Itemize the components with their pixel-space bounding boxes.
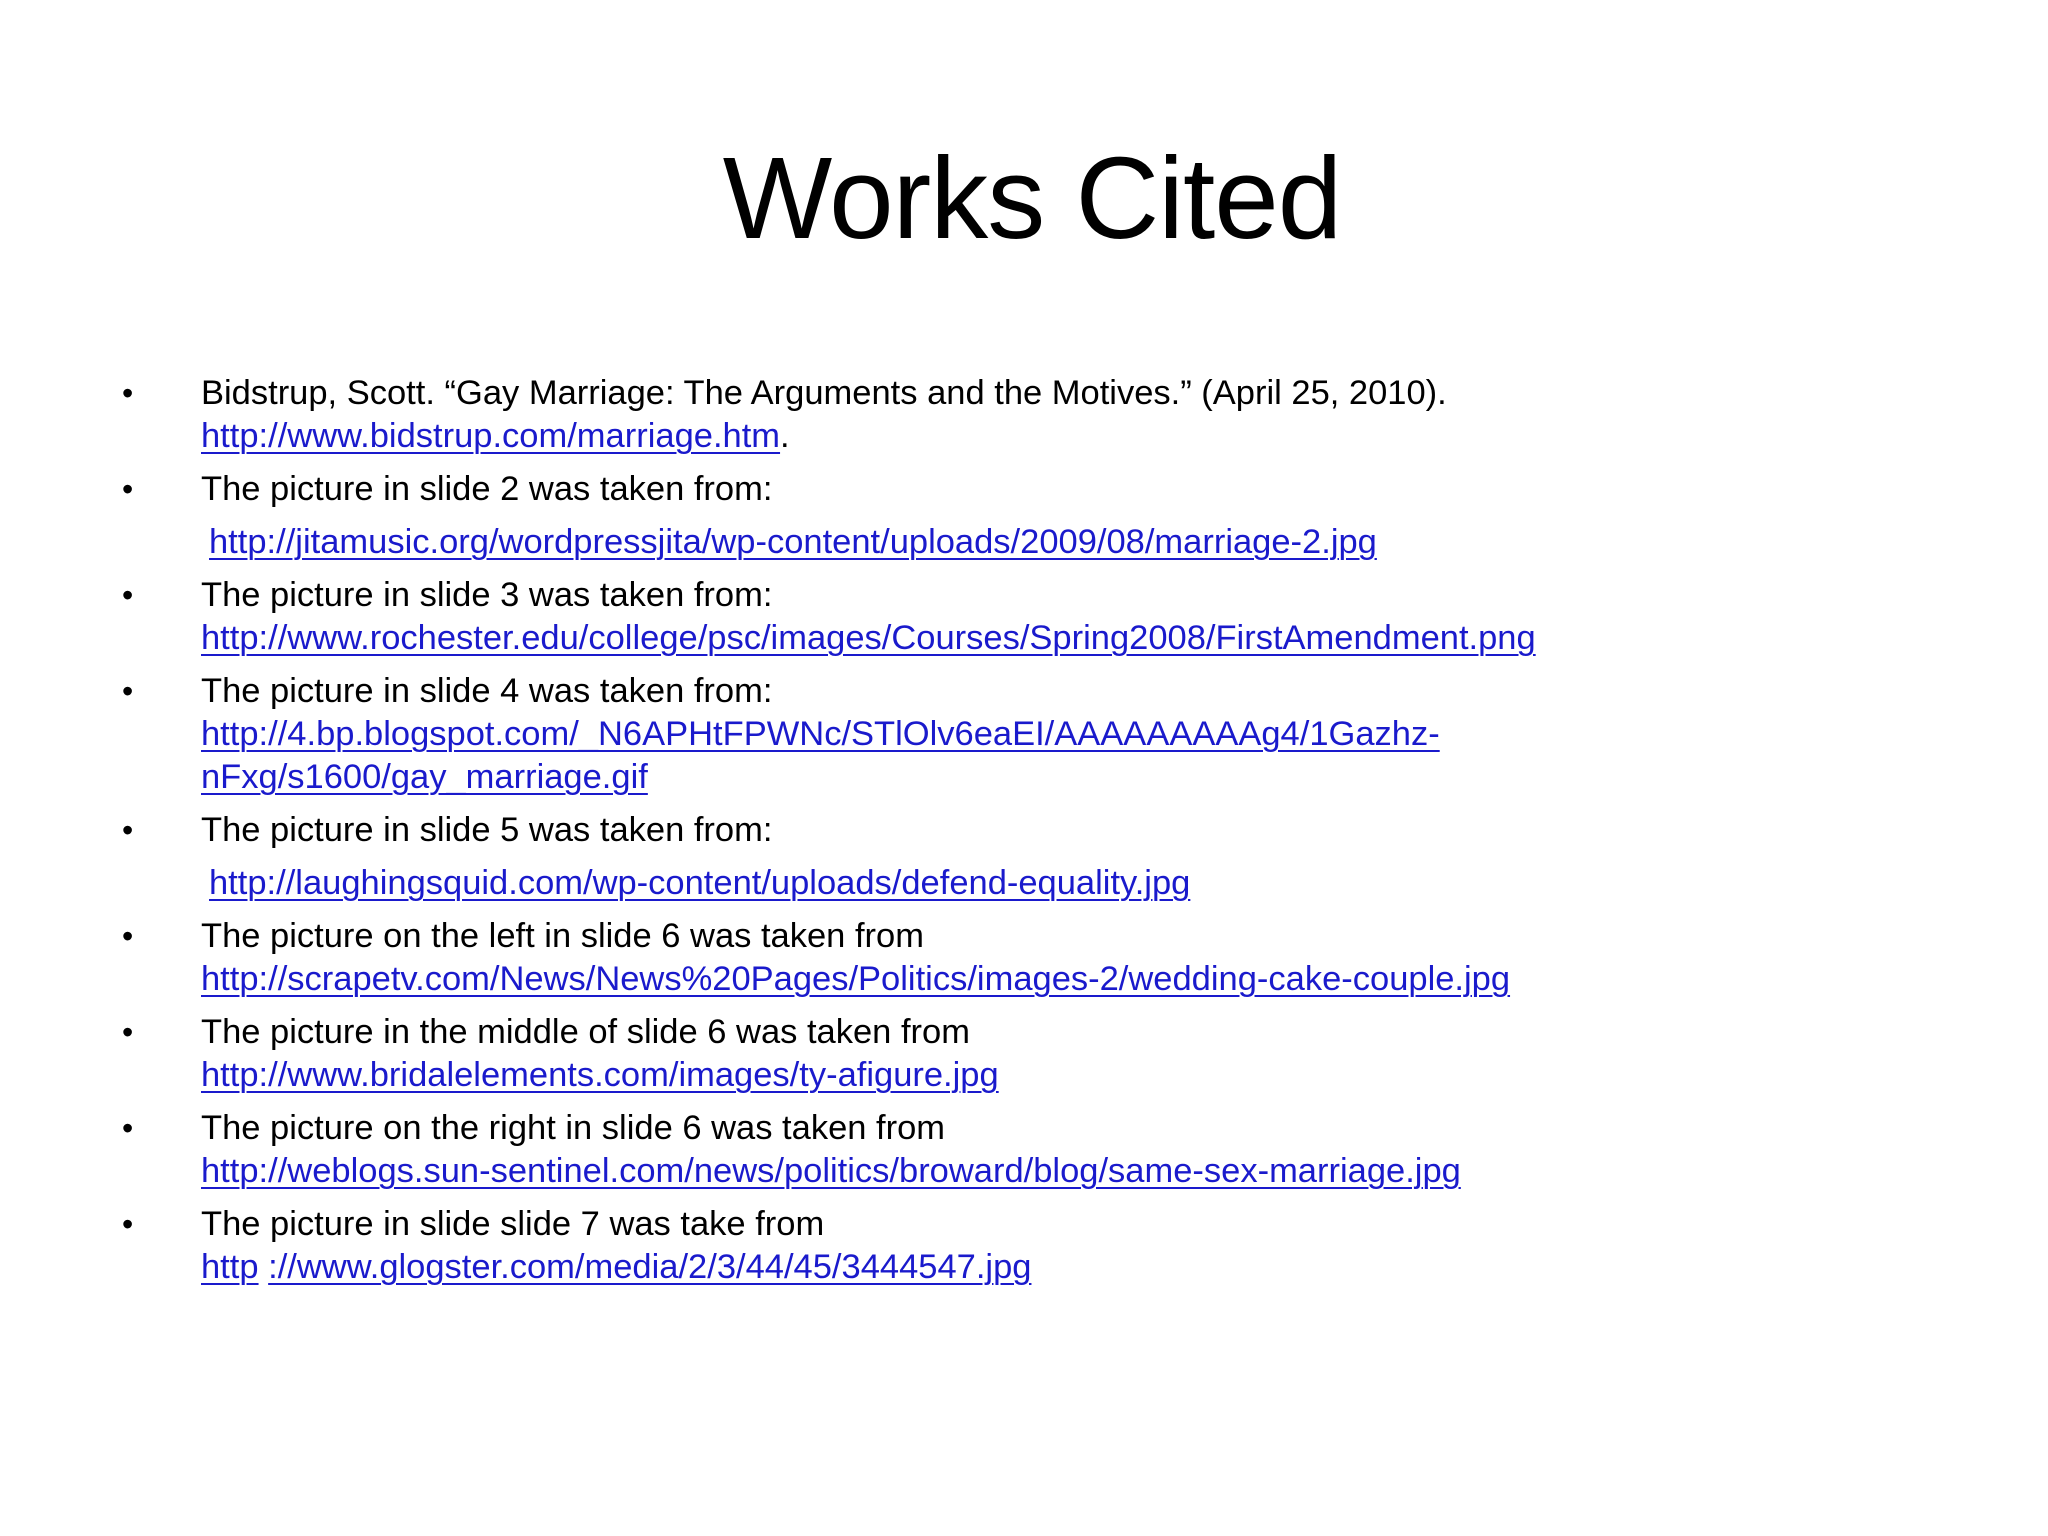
- list-item: [122, 670, 2002, 799]
- list-item: [122, 915, 2002, 1001]
- reference-link-line: [201, 713, 2002, 756]
- bullet-icon: •: [122, 1206, 134, 1242]
- list-item: [122, 468, 2002, 564]
- reference-link-part2[interactable]: ://www.glogster.com/media/2/3/44/45/3444547.jpg: [268, 1248, 1032, 1286]
- bullet-icon: •: [122, 577, 134, 613]
- reference-link[interactable]: http://www.bidstrup.com/marriage.htm: [201, 417, 781, 455]
- reference-link[interactable]: http://4.bp.blogspot.com/_N6APHtFPWNc/STlOlv6eaEI/AAAAAAAAAg4/1Gazhz-: [201, 715, 1440, 753]
- reference-link-line: [201, 617, 2002, 660]
- reference-link[interactable]: http://scrapetv.com/News/News%20Pages/Politics/images-2/wedding-cake-couple.jpg: [201, 960, 1511, 998]
- reference-link-line: [201, 862, 2002, 905]
- reference-link-line: [201, 958, 2002, 1001]
- list-item: [122, 1011, 2002, 1097]
- reference-link[interactable]: http://www.bridalelements.com/images/ty-afigure.jpg: [201, 1056, 999, 1094]
- reference-link-continued[interactable]: nFxg/s1600/gay_marriage.gif: [201, 758, 648, 796]
- reference-link-line: [201, 1246, 2002, 1289]
- reference-text: The picture in slide 2 was taken from:: [201, 470, 773, 508]
- bullet-icon: •: [122, 673, 134, 709]
- reference-link-line: [201, 521, 2002, 564]
- list-item: [122, 1203, 2002, 1289]
- reference-link-line: [201, 756, 2002, 799]
- reference-text: The picture in the middle of slide 6 was taken from: [201, 1013, 970, 1051]
- list-item: [122, 1107, 2002, 1193]
- bullet-icon: •: [122, 1110, 134, 1146]
- reference-text: The picture in slide 4 was taken from:: [201, 672, 773, 710]
- bullet-icon: •: [122, 918, 134, 954]
- bullet-icon: •: [122, 471, 134, 507]
- reference-link-line: [201, 415, 2002, 458]
- reference-link[interactable]: http://www.rochester.edu/college/psc/images/Courses/Spring2008/FirstAmendment.png: [201, 619, 1536, 657]
- reference-text: The picture on the right in slide 6 was taken from: [201, 1109, 946, 1147]
- reference-text: The picture on the left in slide 6 was taken from: [201, 917, 924, 955]
- list-item: [122, 809, 2002, 905]
- reference-link-line: [201, 1054, 2002, 1097]
- reference-text: The picture in slide slide 7 was take from: [201, 1205, 825, 1243]
- reference-link[interactable]: http://laughingsquid.com/wp-content/uploads/defend-equality.jpg: [209, 864, 1191, 902]
- reference-text: The picture in slide 5 was taken from:: [201, 811, 773, 849]
- bullet-icon: •: [122, 375, 134, 411]
- slide-title: Works Cited: [722, 133, 1342, 263]
- reference-text: Bidstrup, Scott. “Gay Marriage: The Arguments and the Motives.” (April 25, 2010).: [201, 374, 1447, 412]
- list-item: [122, 574, 2002, 660]
- works-cited-list: [122, 372, 2002, 1299]
- reference-trailing-punct: .: [780, 417, 790, 455]
- reference-link-line: [201, 1150, 2002, 1193]
- reference-text: The picture in slide 3 was taken from:: [201, 576, 773, 614]
- reference-link-part1[interactable]: http: [201, 1248, 259, 1286]
- bullet-icon: •: [122, 812, 134, 848]
- list-item: [122, 372, 2002, 458]
- reference-link[interactable]: http://weblogs.sun-sentinel.com/news/politics/broward/blog/same-sex-marriage.jpg: [201, 1152, 1461, 1190]
- reference-link[interactable]: http://jitamusic.org/wordpressjita/wp-content/uploads/2009/08/marriage-2.jpg: [209, 523, 1377, 561]
- bullet-icon: •: [122, 1014, 134, 1050]
